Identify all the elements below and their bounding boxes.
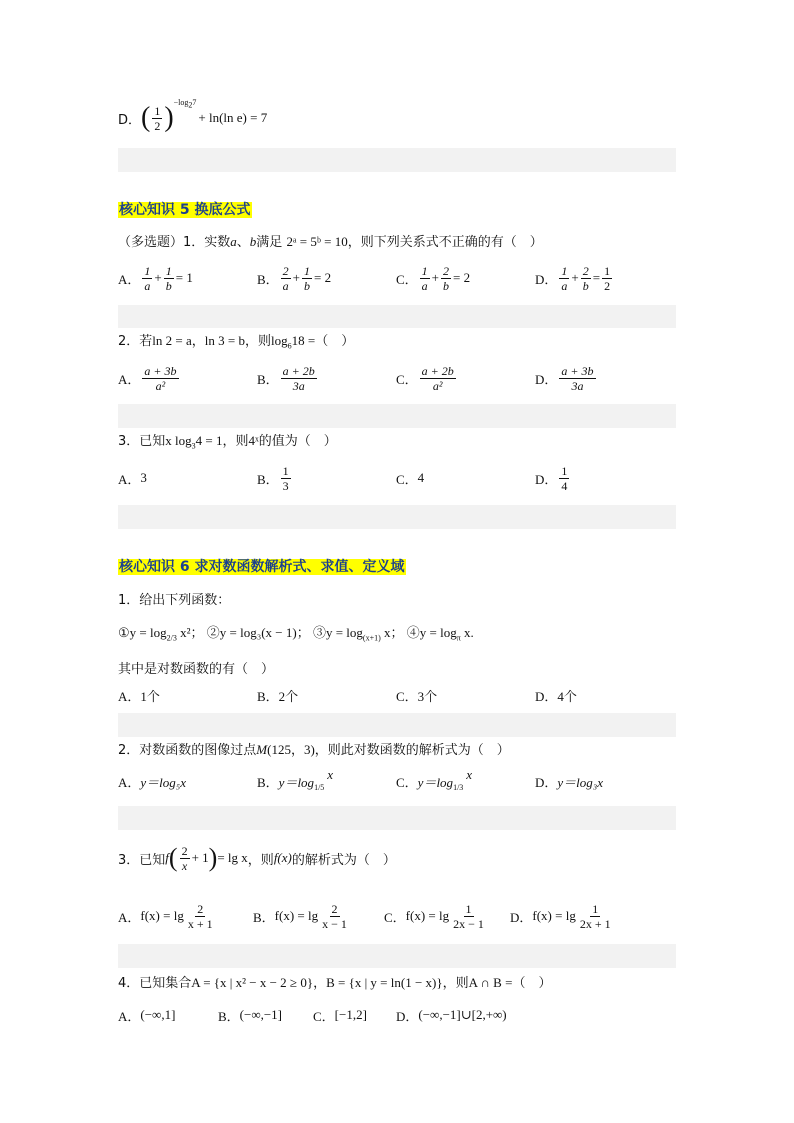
option-c [396, 766, 472, 796]
option-value: 4个 [557, 688, 577, 704]
option-label: D． [118, 112, 142, 128]
fraction [164, 265, 174, 292]
option-a [118, 258, 193, 298]
answer-band [118, 806, 676, 830]
s5-q1-stem: （多选题）1．实数a、b满足 2ᵃ = 5ᵇ = 10，则下列关系式不正确的有（ ） [118, 234, 543, 250]
left-paren: ( [141, 102, 151, 133]
fraction [320, 903, 349, 930]
option-c [396, 458, 424, 498]
fraction-denominator: 2x + 1 [579, 916, 611, 931]
option-label: C． [396, 471, 418, 487]
option-a [118, 1004, 175, 1026]
option-label: C． [384, 909, 406, 925]
fraction-denominator: b [582, 278, 589, 293]
equals-sign: = [592, 270, 601, 285]
top-tail: + ln(ln e) = 7 [198, 110, 268, 125]
fraction [578, 903, 613, 930]
equation-rhs: = 1 [175, 270, 193, 285]
option-d [510, 896, 615, 936]
fraction-numerator: 1 [561, 263, 568, 278]
option-a [118, 358, 181, 398]
fraction-denominator: 3a [292, 378, 305, 393]
option-value: 3个 [417, 688, 438, 704]
log-base: 1/3 [453, 782, 464, 792]
fraction-numerator: 1 [592, 901, 599, 916]
s6-q1-intro: 1．给出下列函数： [118, 593, 231, 608]
top-option-d [118, 98, 267, 138]
option-c [396, 258, 470, 298]
option-d [535, 684, 577, 706]
option-value: 1个 [140, 688, 160, 704]
answer-band [118, 404, 676, 428]
answer-band [118, 148, 676, 172]
s5-q3-stem: 3．已知x $\log_34 = 1$，则4ˣ的值为（ ） [118, 433, 337, 451]
fraction-denominator: x − 1 [322, 916, 347, 931]
fraction [559, 265, 569, 292]
fraction-denominator: 3a [571, 378, 584, 393]
option-c [396, 358, 458, 398]
option-b [218, 1004, 282, 1026]
option-value: [−1,2] [334, 1007, 367, 1022]
option-label: D． [535, 371, 558, 387]
equation-rhs: = 2 [314, 270, 332, 285]
s6-q4-stem: 4．已知集合A = {x | x² − x − 2 ≥ 0}，B = {x | y = ln(1 − x)}，则A ∩ B =（ ） [118, 975, 552, 991]
option-d [535, 358, 598, 398]
fraction [281, 365, 317, 392]
answer-band [118, 305, 676, 328]
fraction [559, 465, 569, 492]
fraction [142, 265, 152, 292]
fraction-denominator: a [282, 278, 289, 293]
fraction [420, 365, 456, 392]
half-fraction: $\frac{1}{2}$ [154, 103, 161, 133]
option-value: 3 [140, 470, 147, 485]
option-c [313, 1004, 367, 1026]
answer-band [118, 505, 676, 529]
option-value: y＝log₅x [140, 774, 187, 790]
fraction-denominator: a [421, 278, 428, 293]
function-prefix: f(x) = lg [274, 908, 319, 923]
option-d [535, 766, 603, 796]
fraction-denominator: 2 [604, 278, 611, 293]
option-d [396, 1004, 507, 1026]
fraction [602, 265, 612, 292]
fraction [581, 265, 591, 292]
option-label: D． [535, 774, 558, 790]
fraction-numerator: 1 [282, 463, 289, 478]
option-label: D． [510, 909, 533, 925]
option-value: 2个 [278, 688, 299, 704]
option-d [535, 258, 614, 298]
fraction-denominator: 2x − 1 [453, 916, 484, 931]
option-label: A． [118, 688, 141, 704]
fraction [281, 265, 291, 292]
option-a [118, 766, 186, 796]
fraction [302, 265, 312, 292]
fraction-numerator: a + 3b [144, 363, 177, 378]
fraction-denominator: x + 1 [187, 916, 213, 931]
log-arg: x [466, 767, 473, 782]
option-label: B． [257, 688, 279, 704]
plus-sign: + [571, 270, 579, 285]
option-label: A． [118, 471, 141, 487]
function-prefix: f(x) = lg [140, 908, 184, 923]
fraction-denominator: a [561, 278, 568, 293]
option-label: A． [118, 271, 141, 287]
option-label: B． [218, 1008, 240, 1024]
option-label: C． [396, 774, 418, 790]
option-value: (−∞,−1] [239, 1007, 283, 1022]
fraction-numerator: 2 [331, 901, 338, 916]
option-c [396, 684, 437, 706]
fraction [451, 903, 486, 930]
fraction-denominator: b [304, 278, 311, 293]
option-label: B． [253, 909, 275, 925]
s6-q2-stem: 2．对数函数的图像过点M(125，3)，则此对数函数的解析式为（ ） [118, 742, 510, 758]
option-c [384, 896, 488, 936]
fraction-numerator: 2 [197, 901, 204, 916]
option-value: 4 [417, 470, 425, 485]
option-b [257, 458, 293, 498]
fraction-denominator: a² [432, 378, 443, 393]
fraction-denominator: a² [155, 378, 166, 393]
function-prefix: f(x) = lg [405, 908, 450, 923]
option-a [118, 684, 160, 706]
s6-q3-stem: 3．已知 f ( $\frac{2}{x}$ + 1 ) = lg x ，则 f(x) 的解析式为（ ） [118, 843, 396, 873]
answer-band [118, 944, 676, 968]
option-b [257, 684, 298, 706]
option-value: (−∞,1] [140, 1007, 176, 1022]
fraction-numerator: 2 [582, 263, 589, 278]
fraction-numerator: 1 [465, 901, 472, 916]
fraction [420, 265, 430, 292]
s5-q2-stem: 2．若ln 2 = a，ln 3 = b，则$\log_618$ =（ ） [118, 333, 355, 351]
option-value: y＝log₃x [557, 774, 604, 790]
log-prefix: y＝log [417, 774, 454, 790]
option-label: D． [535, 688, 558, 704]
plus-sign: + [431, 270, 440, 285]
section-6-heading: 核心知识 6 求对数函数解析式、求值、定义域 [119, 559, 405, 575]
option-label: C． [396, 371, 418, 387]
option-value: (−∞,−1]∪[2,+∞) [418, 1007, 507, 1022]
option-label: D． [535, 271, 558, 287]
fraction-numerator: a + 2b [421, 363, 454, 378]
option-b [253, 896, 351, 936]
fraction-numerator: 1 [421, 263, 428, 278]
option-label: B． [257, 471, 279, 487]
option-b [257, 358, 319, 398]
option-label: A． [118, 909, 141, 925]
s6-q1-functions: ①y = $\log_{2/3} x^2$； ②y = log₃(x − 1)； ③y = $\log_{(x+1)} x$； ④y = $\log_\pi x$. [118, 625, 474, 643]
fraction [142, 365, 178, 392]
option-label: C． [396, 688, 418, 704]
option-label: D． [396, 1008, 419, 1024]
answer-band [118, 713, 676, 737]
option-label: B． [257, 271, 279, 287]
fraction-numerator: 1 [604, 263, 611, 278]
option-label: D． [535, 471, 558, 487]
function-prefix: f(x) = lg [532, 908, 576, 923]
option-a [118, 458, 147, 498]
right-paren: ) [164, 102, 174, 133]
option-label: A． [118, 774, 141, 790]
plus-sign: + [154, 270, 162, 285]
fraction-denominator: 4 [561, 478, 568, 493]
log-base: 1/5 [314, 782, 325, 792]
fraction-numerator: a + 2b [282, 363, 315, 378]
fraction [559, 365, 595, 392]
fraction-denominator: a [144, 278, 151, 293]
fraction-denominator: b [443, 278, 450, 293]
fraction-numerator: 2 [282, 263, 289, 278]
option-b [257, 766, 333, 796]
exponent: $-\log_27$ [173, 98, 197, 110]
option-label: B． [257, 371, 279, 387]
option-label: C． [396, 271, 418, 287]
fraction-numerator: 1 [304, 263, 311, 278]
plus-sign: + [292, 270, 301, 285]
option-label: A． [118, 371, 141, 387]
equation-rhs: = 2 [453, 270, 471, 285]
option-a [118, 896, 217, 936]
fraction-denominator: 3 [282, 478, 289, 493]
log-arg: x [327, 767, 334, 782]
section-5-heading: 核心知识 5 换底公式 [119, 202, 251, 218]
s6-q1-question: 其中是对数函数的有（ ） [118, 662, 275, 677]
option-d [535, 458, 571, 498]
fraction-numerator: 1 [165, 263, 172, 278]
fraction [186, 903, 215, 930]
option-label: A． [118, 1008, 141, 1024]
fraction-numerator: 2 [443, 263, 450, 278]
option-label: B． [257, 774, 279, 790]
fraction-numerator: 1 [144, 263, 151, 278]
log-prefix: y＝log [278, 774, 315, 790]
fraction-numerator: 1 [561, 463, 568, 478]
option-label: C． [313, 1008, 335, 1024]
option-b [257, 258, 331, 298]
fraction [281, 465, 291, 492]
fraction-numerator: a + 3b [561, 363, 594, 378]
fraction [441, 265, 451, 292]
fraction-denominator: b [165, 278, 172, 293]
